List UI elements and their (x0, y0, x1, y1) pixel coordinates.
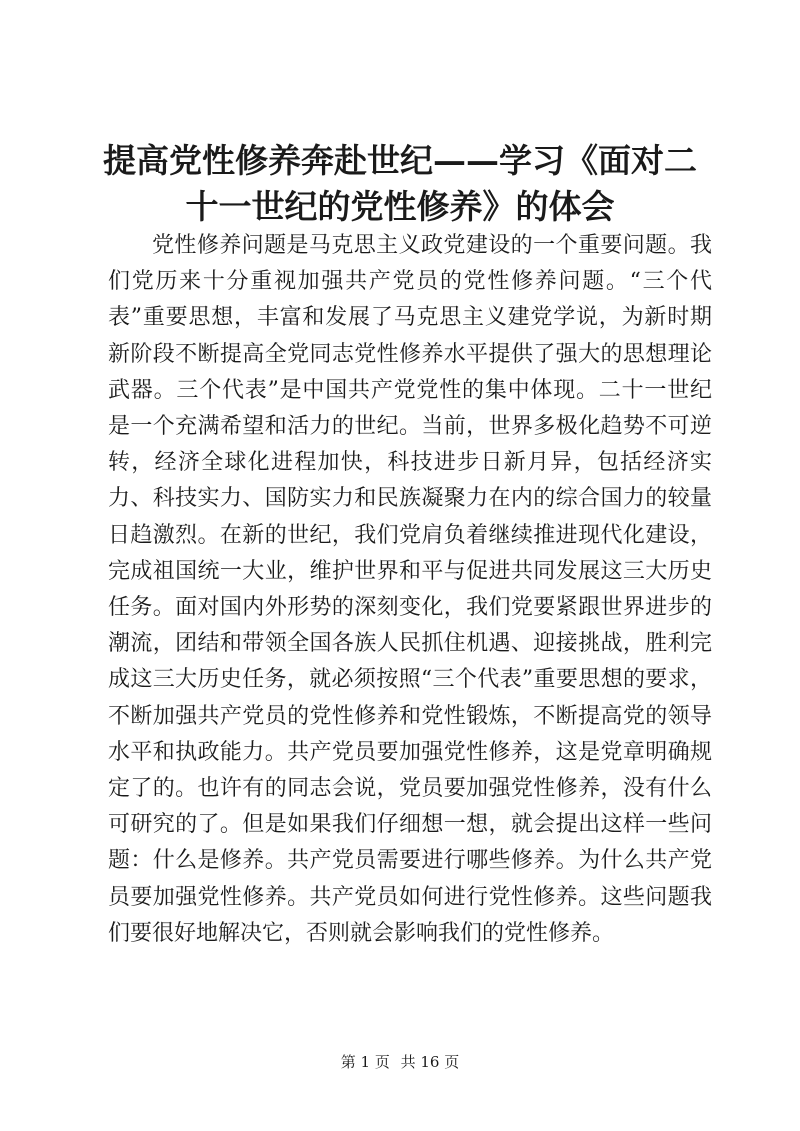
page-number: 第 1 页 (340, 1053, 390, 1071)
body-paragraph: 党性修养问题是马克思主义政党建设的一个重要问题。我们党历来十分重视加强共产党员的党性修养问题。“三个代表”重要思想，丰富和发展了马克思主义建党学说，为新时期新阶段不断提高全党同志党性修养水平提供了强大的思想理论武器。三个代表”是中国共产党党性的集中体现。二十一世纪是一个充满希望和活力的世纪。当前，世界多极化趋势不可逆转，经济全球化进程加快，科技进步日新月异，包括经济实力、科技实力、国防实力和民族凝聚力在内的综合国力的较量日趋激烈。在新的世纪，我们党肩负着继续推进现代化建设，完成祖国统一大业，维护世界和平与促进共同发展这三大历史任务。面对国内外形势的深刻变化，我们党要紧跟世界进步的潮流，团结和带领全国各族人民抓住机遇、迎接挑战，胜利完成这三大历史任务，就必须按照“三个代表”重要思想的要求，不断加强共产党员的党性修养和党性锻炼，不断提高党的领导水平和执政能力。共产党员要加强党性修养，这是党章明确规定了的。也许有的同志会说，党员要加强党性修养，没有什么可研究的了。但是如果我们仔细想一想，就会提出这样一些问题：什么是修养。共产党员需要进行哪些修养。为什么共产党员要加强党性修养。共产党员如何进行党性修养。这些问题我们要很好地解决它，否则就会影响我们的党性修养。 (108, 233, 712, 946)
page-total: 共 16 页 (400, 1053, 460, 1071)
page-footer (0, 1052, 800, 1072)
document-title: 提高党性修养奔赴世纪——学习《面对二十一世纪的党性修养》的体会 (103, 141, 697, 226)
